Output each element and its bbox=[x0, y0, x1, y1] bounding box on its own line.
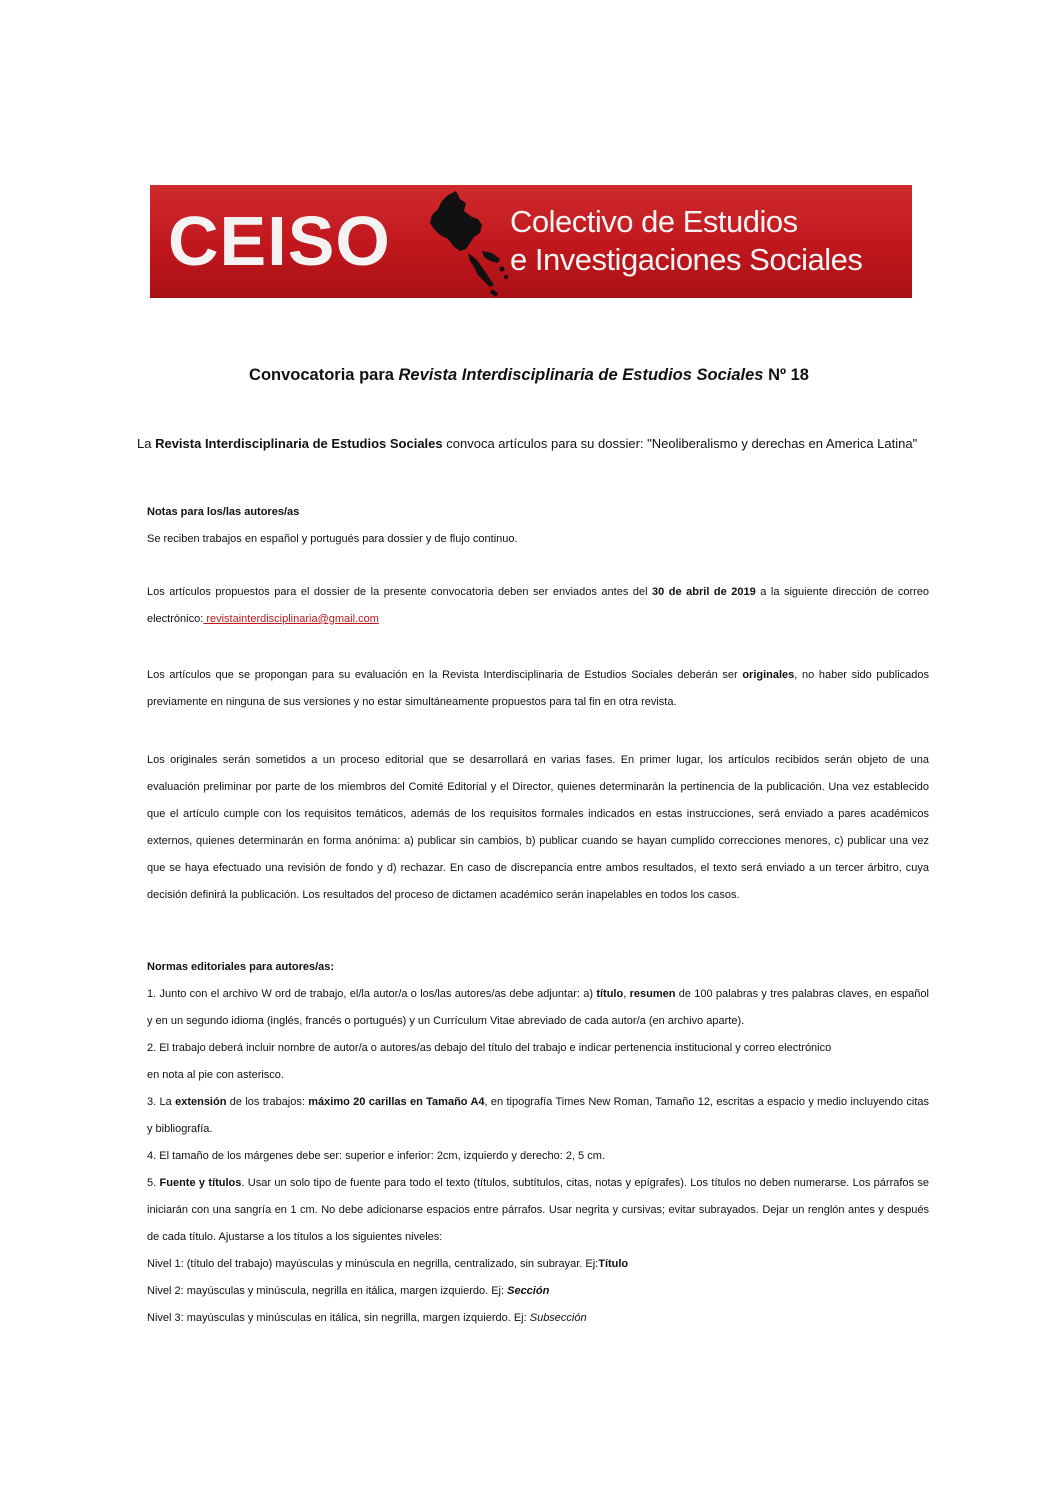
norm-2-line1: 2. El trabajo deberá incluir nombre de autor/a o autores/as debajo del título del trabajo e indicar pertenencia institucional y correo electrónico bbox=[147, 1042, 832, 1054]
page-title bbox=[0, 366, 1058, 385]
ceiso-banner bbox=[150, 185, 912, 298]
notes-section bbox=[147, 499, 929, 553]
level-3-text: Nivel 3: mayúsculas y minúsculas en itálica, sin negrilla, margen izquierdo. Ej: bbox=[147, 1312, 530, 1324]
norm-5-text-a: 5. bbox=[147, 1177, 160, 1189]
norm-1 bbox=[147, 981, 929, 1035]
norm-1-text-a: 1. Junto con el archivo W ord de trabajo, el/la autor/a o los/las autores/as debe adjuntar: a) bbox=[147, 988, 597, 1000]
notes-heading: Notas para los/las autores/as bbox=[147, 506, 300, 518]
level-1-text: Nivel 1: (título del trabajo) mayúsculas y minúscula en negrilla, centralizado, sin subrayar. Ej: bbox=[147, 1258, 599, 1270]
level-3-example: Subsección bbox=[529, 1312, 587, 1324]
level-1 bbox=[147, 1251, 929, 1278]
level-2-text: Nivel 2: mayúsculas y minúscula, negrilla en itálica, margen izquierdo. Ej: bbox=[147, 1285, 508, 1297]
intro-paragraph bbox=[137, 436, 929, 452]
norm-1-bold-resumen: resumen bbox=[629, 988, 676, 1000]
intro-la: La bbox=[137, 436, 156, 451]
banner-subtitle bbox=[510, 203, 862, 279]
banner-subtitle-line2: e Investigaciones Sociales bbox=[510, 242, 863, 277]
notes-p4 bbox=[147, 747, 929, 909]
level-2-example: Sección bbox=[507, 1285, 550, 1297]
notes-p1: Se reciben trabajos en español y portugués para dossier y de flujo continuo. bbox=[147, 533, 518, 545]
notes-p3 bbox=[147, 662, 929, 716]
norm-3-bold-extension: extensión bbox=[175, 1096, 227, 1108]
norm-1-bold-title: título bbox=[596, 988, 624, 1000]
norms-section bbox=[147, 954, 929, 1332]
norm-3-text-a: 3. La bbox=[147, 1096, 176, 1108]
latin-america-map-icon bbox=[420, 189, 515, 298]
norm-3-text-c: , en tipografía Times New Roman, Tamaño 12, escritas a espacio y medio incluyendo citas y bibliografía. bbox=[147, 1096, 929, 1135]
norm-1-text-c: de 100 palabras y tres palabras claves, en español y en un segundo idioma (inglés, francés o portugués) y un Currículum Vitae abreviado de cada autor/a (en archivo aparte). bbox=[147, 988, 929, 1027]
level-3 bbox=[147, 1305, 929, 1332]
notes-p2-text-a: Los artículos propuestos para el dossier de la presente convocatoria deben ser enviados antes del bbox=[147, 586, 653, 598]
norm-3-text-b: de los trabajos: bbox=[226, 1096, 309, 1108]
intro-journal: Revista Interdisciplinaria de Estudios Sociales bbox=[155, 436, 443, 451]
banner-logo: CEISO bbox=[168, 202, 391, 280]
notes-p2 bbox=[147, 579, 929, 633]
title-prefix: Convocatoria para bbox=[249, 366, 399, 384]
norm-4: 4. El tamaño de los márgenes debe ser: superior e inferior: 2cm, izquierdo y derecho: 2, 5 cm. bbox=[147, 1150, 605, 1162]
notes-p3-text-b: , no haber sido publicados previamente en ninguna de sus versiones y no estar simultáneamente propuestos para tal fin en otra revista. bbox=[147, 669, 929, 708]
title-journal: Revista Interdisciplinaria de Estudios Sociales bbox=[398, 366, 764, 384]
level-2 bbox=[147, 1278, 929, 1305]
intro-text: convoca artículos para su dossier: "Neoliberalismo y derechas en America Latina" bbox=[442, 436, 918, 451]
norm-5-text-c: . Usar un solo tipo de fuente para todo el texto (títulos, subtítulos, citas, notas y epígrafes). Los títulos no deben numerarse. Los párrafos se iniciarán con una sangría en 1 cm. No debe adicionarse espacios entre párrafos. Usar negrita y cursivas; evitar subrayados. Dejar un renglón antes y después de cada título. Ajustarse a los títulos a los siguientes niveles: bbox=[147, 1177, 929, 1243]
email-link[interactable]: revistainterdisciplinaria@gmail.com bbox=[203, 613, 379, 625]
deadline-date: 30 de abril de 2019 bbox=[652, 586, 756, 598]
notes-p4-text: Los originales serán sometidos a un proceso editorial que se desarrollará en varias fases. En primer lugar, los artículos recibidos serán objeto de una evaluación preliminar por parte de los miembros del Comité Editorial y el Director, quienes determinarán la pertinencia de la publicación. Una vez establecido que el artículo cumple con los requisitos temáticos, además de los requisitos formales indicados en estas instrucciones, será enviado a pares académicos externos, quienes determinarán en forma anónima: a) publicar sin cambios, b) publicar cuando se hayan cumplido correcciones menores, c) publicar una vez que se haya efectuado una revisión de fondo y d) rechazar. En caso de discrepancia entre ambos resultados, el texto será enviado a un tercer árbitro, cuya decisión definirá la publicación. Los resultados del proceso de dictamen académico serán inapelables en todos los casos. bbox=[147, 754, 929, 901]
norm-3 bbox=[147, 1089, 929, 1143]
banner-subtitle-line1: Colectivo de Estudios bbox=[510, 204, 798, 239]
norm-2-line2: en nota al pie con asterisco. bbox=[147, 1069, 284, 1081]
norms-heading: Normas editoriales para autores/as: bbox=[147, 961, 335, 973]
norm-1-sep: , bbox=[623, 988, 630, 1000]
title-suffix: Nº 18 bbox=[763, 366, 809, 384]
norm-5 bbox=[147, 1170, 929, 1251]
norm-5-bold: Fuente y títulos bbox=[159, 1177, 242, 1189]
norm-3-bold-max: máximo 20 carillas en Tamaño A4 bbox=[308, 1096, 485, 1108]
notes-p3-text-a: Los artículos que se propongan para su evaluación en la Revista Interdisciplinaria de Estudios Sociales deberán ser bbox=[147, 669, 743, 681]
level-1-example: Título bbox=[598, 1258, 629, 1270]
notes-p3-bold: originales bbox=[742, 669, 795, 681]
notes-p2-text-b: a la siguiente dirección de correo electrónico: bbox=[147, 586, 930, 625]
